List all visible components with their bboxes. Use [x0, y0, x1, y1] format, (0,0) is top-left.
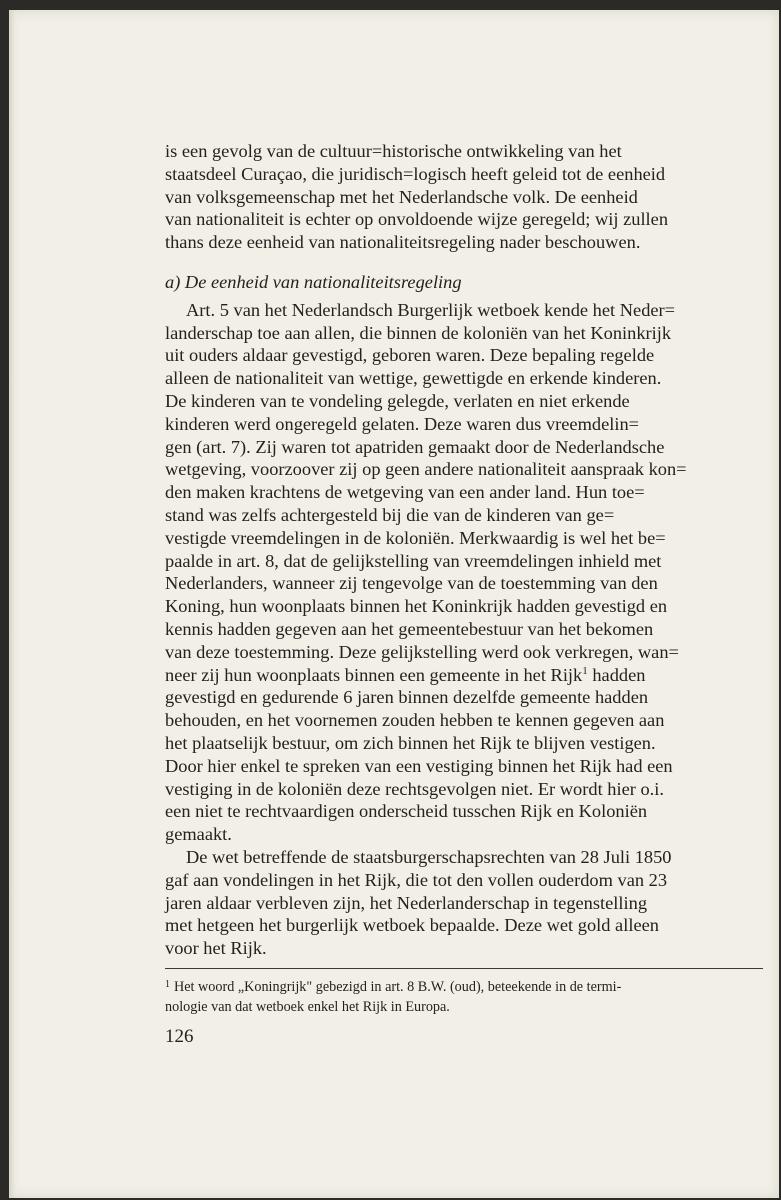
paragraph-2-text-a: Art. 5 van het Nederlandsch Burgerlijk wetboek kende het Neder= landerschap toe aan allen, die binnen de koloniën van het Koninkrijk uit ouders aldaar gevestigd, geboren waren. Deze bepaling regelde alleen de nationaliteit van wettige, gewettigde en erkende kinderen. De kinderen van te vondeling gelegde, verlaten en niet erkende kinderen werd ongeregeld gelaten. Deze waren dus vreemdelin= gen (art. 7). Zij waren tot apatriden gemaakt door de Nederlandsche wetgeving, voorzoover zij op geen andere nationaliteit aanspraak kon= den maken krachtens de wetgeving van een ander land. Hun toe= stand was zelfs achtergesteld bij die van de kinderen van ge= vestigde vreemdelingen in de koloniën. Merkwaardig is wel het be= paalde in art. 8, dat de gelijkstelling van vreemdelingen inhield met Nederlanders, wanneer zij tengevolge van de toestemming van den Koning, hun woonplaats binnen het Koninkrijk hadden gevestigd en kennis hadden gegeven aan het gemeentebestuur van het bekomen van deze toestemming. Deze gelijkstelling werd ook verkregen, wan= neer zij hun woonplaats binnen een gemeente in het Rijk [165, 299, 687, 685]
book-page [9, 10, 779, 1198]
paragraph-2 [165, 299, 763, 846]
section-heading: a) De eenheid van nationaliteitsregeling [165, 271, 462, 292]
footnote-text: Het woord „Koningrijk" gebezigd in art. 8 B.W. (oud), beteekende in de termi- nologie van dat wetboek enkel het Rijk in Europa. [165, 978, 622, 1015]
text-block [165, 140, 763, 1049]
page-number: 126 [165, 1025, 194, 1047]
paragraph-1: is een gevolg van de cultuur=historische ontwikkeling van het staatsdeel Curaçao, die juridisch=logisch heeft geleid tot de eenheid van volksgemeenschap met het Nederlandsche volk. De eenheid van nationaliteit is echter op onvoldoende wijze geregeld; wij zullen thans deze eenheid van nationaliteitsregeling nader beschouwen. [165, 141, 669, 253]
footnote-divider [165, 968, 763, 969]
footnote-mark: 1 [165, 978, 170, 990]
paragraph-3: De wet betreffende de staatsburgerschapsrechten van 28 Juli 1850 gaf aan vondelingen in het Rijk, die tot den vollen ouderdom van 23 jaren aldaar verbleven zijn, het Nederlanderschap in tegenstelling met hetgeen het burgerlijk wetboek bepaalde. Deze wet gold alleen voor het Rijk. [165, 846, 672, 959]
footnote-reference: 1 [582, 664, 588, 677]
paragraph-2-text-b: hadden gevestigd en gedurende 6 jaren binnen dezelfde gemeente hadden behouden, en het voornemen zouden hebben te kennen gegeven aan het plaatselijk bestuur, om zich binnen het Rijk te blijven vestigen. Door hier enkel te spreken van een vestiging binnen het Rijk had een vestiging in de koloniën deze rechtsgevolgen niet. Er wordt hier o.i. een niet te rechtvaardigen onderscheid tusschen Rijk en Koloniën gemaakt. [165, 664, 673, 845]
footnote [165, 975, 763, 1017]
